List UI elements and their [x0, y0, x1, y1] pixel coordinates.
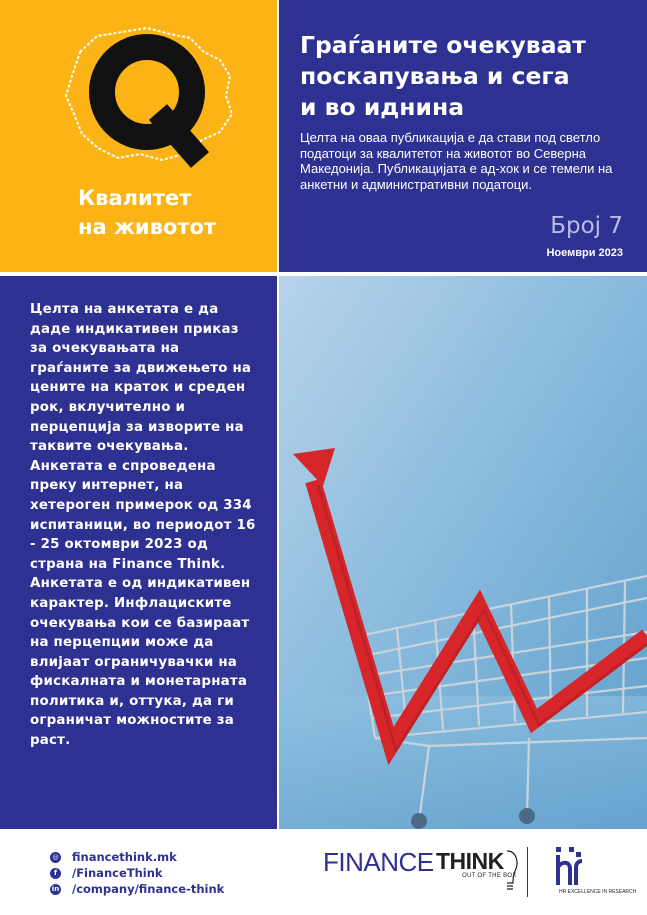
brand-title: [78, 184, 216, 242]
footer: [0, 829, 647, 915]
logo-divider: [527, 847, 528, 897]
linkedin-link-text[interactable]: /company/finance-think: [72, 882, 225, 896]
title-line-2: поскапувања и сега: [300, 62, 570, 90]
summary-panel: [0, 276, 277, 829]
cart-wheel: [519, 808, 535, 824]
facebook-icon: f: [50, 868, 61, 879]
header-panel: [279, 0, 647, 272]
facebook-link[interactable]: [50, 865, 163, 881]
brand-line-1: Квалитет: [78, 186, 192, 210]
cart-arrow-illustration: [279, 276, 647, 829]
title-line-1: Граѓаните очекуваат: [300, 31, 586, 59]
website-link-text[interactable]: financethink.mk: [72, 850, 177, 864]
page-title: [300, 30, 640, 123]
linkedin-icon: in: [51, 885, 60, 893]
issue-date: Ноември 2023: [546, 247, 623, 259]
summary-text: Целта на анкетата е да даде индикативен приказ за очекувањата на граѓаните за движењето на цените на краток и среден рок, вклучително и перцепција за изворите на таквите очекувања. Анкетата е спроведена преку интернет, на хетероген примерок од 334 испитаници, во периодот 16 - 25 октомври 2023 од страна на Finance Think. Анкетата е од индикативен карактер. Инфлациските очекувања кои се базираат на перцепции може да влијаат ограничувачки на фискалната и монетарната политика и, оттука, да ги ограничат можностите за раст.: [30, 302, 256, 749]
lightbulb-icon: [503, 849, 521, 895]
cart-wheel: [411, 813, 427, 829]
facebook-link-text[interactable]: /FinanceThink: [72, 866, 163, 880]
lead-paragraph: Целта на оваа публикација е да стави под светло податоци за квалитетот на животот во Северна Македонија. Публикацијата е ад-хок и се темели на анкетни и административни податоци.: [300, 130, 613, 192]
title-line-3: и во иднина: [300, 93, 465, 121]
hr-excellence-logo: [552, 847, 584, 887]
linkedin-link[interactable]: [50, 881, 224, 897]
finance-think-logo: [323, 847, 523, 893]
logo-word-think: THINK: [436, 848, 504, 874]
hr-excellence-caption: HR EXCELLENCE IN RESEARCH: [559, 889, 637, 895]
q-map-logo: [52, 14, 242, 184]
brand-panel: [0, 0, 277, 272]
issue-number: Број 7: [550, 213, 623, 239]
globe-icon: ◎: [50, 852, 61, 863]
logo-word-finance: FINANCE: [323, 847, 434, 877]
website-link[interactable]: [50, 849, 177, 865]
brand-line-2: на животот: [78, 215, 217, 239]
cover-photo: [279, 276, 647, 829]
logo-tagline: OUT OF THE BOX: [462, 873, 517, 879]
